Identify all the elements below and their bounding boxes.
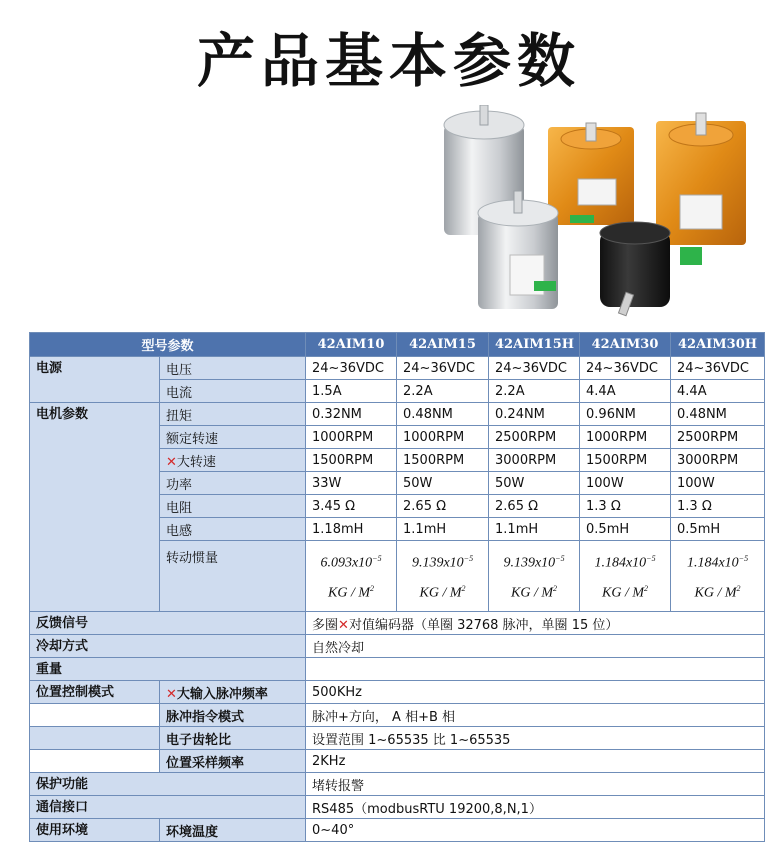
row-label: 功率: [160, 472, 306, 495]
gold-motor-left: [548, 123, 634, 225]
model-header: 42AIM10: [306, 333, 397, 357]
spec-table: [29, 332, 765, 842]
cell: 24~36VDC: [671, 357, 765, 380]
inertia-unit: KG / M: [602, 585, 645, 601]
cell: 2.65 Ω: [489, 495, 580, 518]
cell-inertia: $9.139x10^{-5}$ KG / $M^2$: [489, 541, 580, 612]
model-header: 42AIM15H: [489, 333, 580, 357]
cell: 0.96NM: [580, 403, 671, 426]
cell-inertia: $1.184x10^{-5}$ KG / $M^2$: [671, 541, 765, 612]
cell: 3.45 Ω: [306, 495, 397, 518]
category-power: 电源: [30, 357, 160, 403]
table-row: [30, 796, 765, 819]
cell: 设置范围 1~65535 比 1~65535: [306, 727, 765, 750]
cell: 0.48NM: [671, 403, 765, 426]
cell: 0~40°: [306, 819, 765, 842]
cell: 1000RPM: [306, 426, 397, 449]
row-label: 电流: [160, 380, 306, 403]
cell: 1.3 Ω: [580, 495, 671, 518]
cell: 2.2A: [397, 380, 489, 403]
inertia-unit: KG / M: [419, 585, 462, 601]
table-row: [30, 773, 765, 796]
cell: 2.2A: [489, 380, 580, 403]
cell: 1000RPM: [397, 426, 489, 449]
row-label: 电感: [160, 518, 306, 541]
table-row: [30, 635, 765, 658]
row-label: 位置采样频率: [160, 750, 306, 773]
inertia-value: 9.139x10: [503, 556, 556, 571]
row-label-feedback: 反馈信号: [30, 612, 306, 635]
row-label: 脉冲指令模式: [160, 704, 306, 727]
cell: 50W: [489, 472, 580, 495]
black-motor: [600, 222, 670, 316]
table-row: [30, 727, 765, 750]
row-label-protection: 保护功能: [30, 773, 306, 796]
row-label: 大转速: [176, 454, 216, 470]
cell: 1.18mH: [306, 518, 397, 541]
row-label-comm: 通信接口: [30, 796, 306, 819]
row-label-weight: 重量: [30, 658, 306, 681]
feedback-value-b: 对值编码器（单圈 32768 脉冲，单圈 15 位）: [348, 617, 619, 633]
row-label-max-speed: [160, 449, 306, 472]
table-row: [30, 750, 765, 773]
table-row: [30, 704, 765, 727]
empty-cell: [30, 727, 160, 750]
feedback-value-a: 多圈: [312, 617, 339, 633]
silver-motor-front: [478, 191, 558, 309]
cell: 24~36VDC: [489, 357, 580, 380]
cell: 100W: [580, 472, 671, 495]
red-x-icon: ✕: [166, 686, 177, 702]
cell: 1.3 Ω: [671, 495, 765, 518]
inertia-exponent: −5: [372, 554, 382, 564]
table-row: [30, 357, 765, 380]
row-label: 大输入脉冲频率: [176, 686, 268, 702]
cell: 1.5A: [306, 380, 397, 403]
row-label: 扭矩: [160, 403, 306, 426]
cell: 0.24NM: [489, 403, 580, 426]
row-label-max-pulse: [160, 681, 306, 704]
inertia-exponent: −5: [555, 554, 565, 564]
cell: 100W: [671, 472, 765, 495]
inertia-unit: KG / M: [511, 585, 554, 601]
cell: 24~36VDC: [397, 357, 489, 380]
model-header: 42AIM30: [580, 333, 671, 357]
row-label: 额定转速: [160, 426, 306, 449]
cell: 0.5mH: [671, 518, 765, 541]
red-x-icon: ✕: [166, 454, 177, 470]
cell-weight: [306, 658, 765, 681]
cell: 1500RPM: [580, 449, 671, 472]
inertia-unit: KG / M: [694, 585, 737, 601]
cell: 堵转报警: [306, 773, 765, 796]
table-row: [30, 681, 765, 704]
row-label: 电阻: [160, 495, 306, 518]
model-header: 42AIM30H: [671, 333, 765, 357]
cell: RS485（modbusRTU 19200,8,N,1）: [306, 796, 765, 819]
inertia-value: 1.184x10: [686, 556, 739, 571]
cell: 1000RPM: [580, 426, 671, 449]
product-photo: [430, 105, 765, 327]
category-motor: 电机参数: [30, 403, 160, 612]
row-label-cooling: 冷却方式: [30, 635, 306, 658]
cell: 24~36VDC: [580, 357, 671, 380]
empty-cell: [30, 750, 160, 773]
cell: 2500RPM: [489, 426, 580, 449]
cell: 3000RPM: [489, 449, 580, 472]
cell-inertia: $6.093x10^{-5}$ KG / $M^2$: [306, 541, 397, 612]
inertia-exponent: −5: [646, 554, 656, 564]
category-position: 位置控制模式: [30, 681, 160, 704]
cell: 1500RPM: [306, 449, 397, 472]
cell: 50W: [397, 472, 489, 495]
cell: 3000RPM: [671, 449, 765, 472]
model-header: 42AIM15: [397, 333, 489, 357]
cell: 1.1mH: [397, 518, 489, 541]
header-label: 型号参数: [30, 333, 306, 357]
cell: 2500RPM: [671, 426, 765, 449]
cell-inertia: $9.139x10^{-5}$ KG / $M^2$: [397, 541, 489, 612]
table-header-row: [30, 333, 765, 357]
cell: 0.32NM: [306, 403, 397, 426]
cell-cooling: 自然冷却: [306, 635, 765, 658]
row-label: 转动惯量: [160, 541, 306, 612]
row-label: 电子齿轮比: [160, 727, 306, 750]
inertia-unit: KG / M: [328, 585, 371, 601]
cell-feedback: [306, 612, 765, 635]
table-row: [30, 819, 765, 842]
cell: 2KHz: [306, 750, 765, 773]
cell: 1500RPM: [397, 449, 489, 472]
row-label-env: 使用环境: [30, 819, 160, 842]
cell: 4.4A: [671, 380, 765, 403]
cell: 0.5mH: [580, 518, 671, 541]
inertia-exponent: −5: [738, 554, 749, 564]
cell-inertia: $1.184x10^{-5}$ KG / $M^2$: [580, 541, 671, 612]
cell: 500KHz: [306, 681, 765, 704]
cell: 24~36VDC: [306, 357, 397, 380]
table-row: [30, 403, 765, 426]
inertia-value: 9.139x10: [411, 556, 464, 571]
empty-cell: [30, 704, 160, 727]
table-row: [30, 658, 765, 681]
cell: 33W: [306, 472, 397, 495]
inertia-value: 1.184x10: [594, 556, 647, 571]
cell: 脉冲+方向， A 相+B 相: [306, 704, 765, 727]
page-title: 产品基本参数: [196, 27, 581, 95]
row-label: 环境温度: [160, 819, 306, 842]
red-x-icon: ✕: [338, 617, 349, 633]
cell: 1.1mH: [489, 518, 580, 541]
inertia-value: 6.093x10: [320, 556, 373, 571]
cell: 4.4A: [580, 380, 671, 403]
row-label: 电压: [160, 357, 306, 380]
table-row: [30, 612, 765, 635]
inertia-exponent: −5: [463, 554, 474, 564]
cell: 0.48NM: [397, 403, 489, 426]
cell: 2.65 Ω: [397, 495, 489, 518]
